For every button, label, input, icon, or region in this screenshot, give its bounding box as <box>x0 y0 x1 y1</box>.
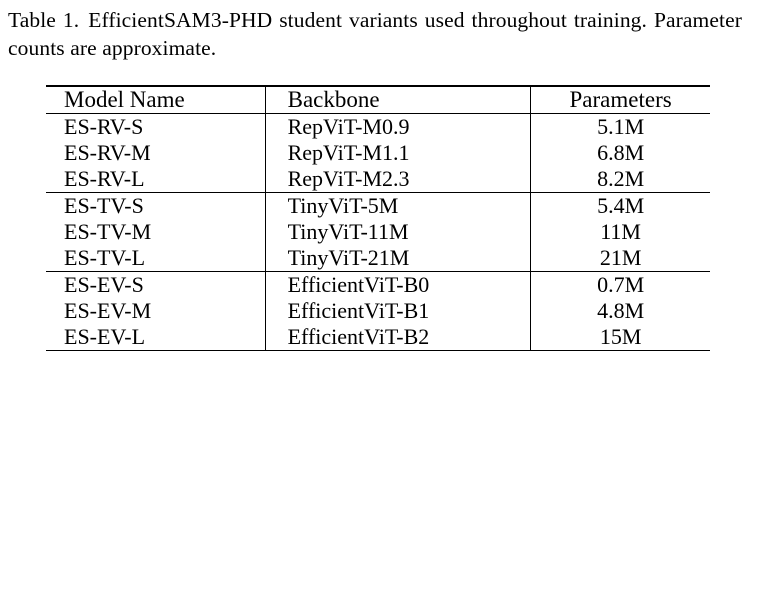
table-row <box>46 298 710 324</box>
table-caption <box>8 6 742 63</box>
table-body <box>46 86 710 351</box>
table-row <box>46 140 710 166</box>
cell-model: ES-EV-S <box>64 271 144 297</box>
table-container <box>6 85 748 351</box>
cell-parameters: 4.8M <box>531 298 710 324</box>
cell-backbone: RepViT-M0.9 <box>265 114 531 140</box>
cell-backbone: TinyViT-21M <box>265 245 531 272</box>
cell-parameters: 6.8M <box>531 140 710 166</box>
table-row <box>46 166 710 193</box>
cell-model: ES-TV-M <box>64 218 152 244</box>
cell-parameters: 11M <box>531 219 710 245</box>
cell-model: ES-RV-S <box>64 113 144 139</box>
table-row <box>46 245 710 272</box>
cell-backbone: RepViT-M2.3 <box>265 166 531 193</box>
cell-parameters: 0.7M <box>531 272 710 298</box>
cell-model: ES-RV-M <box>64 139 151 165</box>
column-header-parameters: Parameters <box>531 87 710 114</box>
cell-model: ES-TV-L <box>64 244 146 270</box>
cell-model: ES-EV-M <box>64 297 152 323</box>
table-row <box>46 193 710 219</box>
cell-backbone: EfficientViT-B0 <box>265 272 531 298</box>
cell-backbone: EfficientViT-B2 <box>265 324 531 351</box>
cell-backbone: RepViT-M1.1 <box>265 140 531 166</box>
cell-model: ES-EV-L <box>64 323 146 349</box>
column-header-model: Model Name <box>64 86 185 112</box>
cell-backbone: TinyViT-11M <box>265 219 531 245</box>
cell-backbone: EfficientViT-B1 <box>265 298 531 324</box>
table-bottom-rule <box>46 350 710 351</box>
cell-model: ES-TV-S <box>64 192 144 218</box>
table-row <box>46 272 710 298</box>
variants-table <box>46 85 710 351</box>
caption-label: Table 1. <box>8 8 80 32</box>
caption-text: EfficientSAM3-PHD student variants used throughout training. Parameter counts are approximate. <box>8 8 742 61</box>
cell-parameters: 8.2M <box>531 166 710 193</box>
table-row <box>46 114 710 140</box>
column-header-backbone: Backbone <box>265 87 531 114</box>
cell-model: ES-RV-L <box>64 165 145 191</box>
table-row <box>46 219 710 245</box>
table-header-row <box>46 87 710 114</box>
cell-parameters: 5.1M <box>531 114 710 140</box>
cell-backbone: TinyViT-5M <box>265 193 531 219</box>
cell-parameters: 15M <box>531 324 710 351</box>
cell-parameters: 5.4M <box>531 193 710 219</box>
cell-parameters: 21M <box>531 245 710 272</box>
table-row <box>46 324 710 351</box>
